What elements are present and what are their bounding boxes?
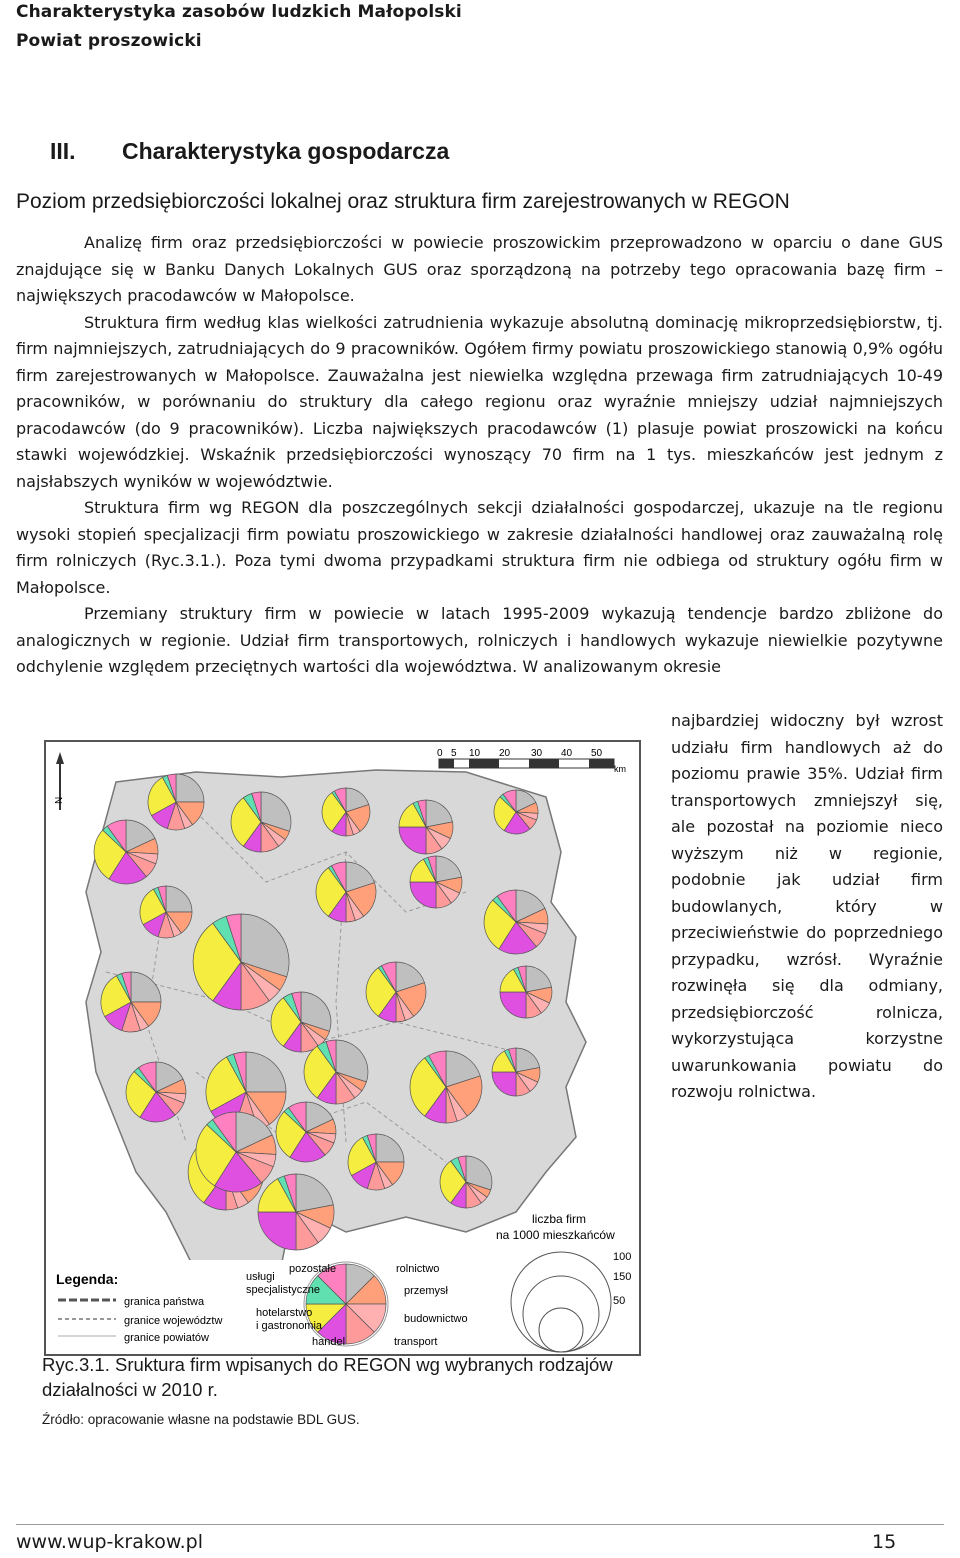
county-pie xyxy=(492,1048,540,1096)
legend-line-voivodeship: granice województw xyxy=(124,1315,223,1327)
county-pie xyxy=(494,790,538,834)
county-pie xyxy=(410,1051,482,1123)
county-pie xyxy=(410,856,462,908)
subsection-title: Poziom przedsiębiorczości lokalnej oraz struktura firm zarejestrowanych w REGON xyxy=(16,190,790,213)
scale-tick-10: 10 xyxy=(469,748,481,759)
county-pie xyxy=(126,1062,186,1122)
county-pie xyxy=(440,1156,492,1208)
size-100: 100 xyxy=(613,1251,632,1263)
county-pie xyxy=(484,890,548,954)
body-text xyxy=(16,230,943,681)
north-arrow-icon xyxy=(54,752,65,810)
header-subtitle: Powiat proszowicki xyxy=(16,31,202,51)
footer-divider xyxy=(16,1524,944,1525)
map-figure xyxy=(44,740,641,1356)
scale-tick-30: 30 xyxy=(531,748,543,759)
county-pie xyxy=(366,962,426,1022)
scale-tick-20: 20 xyxy=(499,748,511,759)
county-pie xyxy=(196,1112,276,1192)
scale-unit: km xyxy=(614,764,626,774)
scale-tick-50: 50 xyxy=(591,748,603,759)
scale-tick-5: 5 xyxy=(451,748,457,759)
paragraph-1: Analizę firm oraz przedsiębiorczości w powiecie proszowickim przeprowadzono w oparciu o dane GUS znajdujące się w Banku Danych Lokalnych GUS oraz sporządzoną na potrzeby tego opracowania bazę firm – największych pracodawców w Małopolsce. xyxy=(16,233,943,305)
county-pie xyxy=(94,820,158,884)
section-title-text: Charakterystyka gospodarcza xyxy=(122,138,450,164)
figure-source: Źródło: opracowanie własne na podstawie BDL GUS. xyxy=(42,1412,360,1427)
county-pie xyxy=(348,1134,404,1190)
paragraph-4: Przemiany struktury firm w powiecie w latach 1995-2009 wykazują tendencje bardzo zbliżone do analogicznych w regionie. Udział firm transportowych, rolniczych i handlowych wykazuje niewielkie pozytywne odchylenie względem przeciętnych wartości dla województwa. W analizowanym okresie xyxy=(16,604,943,676)
north-label: N xyxy=(54,796,65,804)
legend-rolnictwo: rolnictwo xyxy=(396,1263,440,1275)
legend-uslugi-2: specjalistyczne xyxy=(246,1284,320,1296)
county-pie xyxy=(231,792,291,852)
size-150: 150 xyxy=(613,1271,632,1283)
legend-budownictwo: budownictwo xyxy=(404,1313,468,1325)
county-pie xyxy=(148,774,204,830)
size-50: 50 xyxy=(613,1295,626,1307)
section-number: III. xyxy=(50,138,76,164)
legend-title: Legenda: xyxy=(56,1271,119,1287)
legend-transport: transport xyxy=(394,1336,438,1348)
county-pie xyxy=(322,788,370,836)
legend-hotel-2: i gastronomia xyxy=(256,1320,323,1332)
footer-url: www.wup-krakow.pl xyxy=(16,1531,203,1553)
legend-hotel-1: hotelarstwo xyxy=(256,1307,313,1319)
legend-pozostale: pozostałe xyxy=(289,1263,337,1275)
size-title-1: liczba firm xyxy=(532,1212,587,1226)
legend-line-country: granica państwa xyxy=(124,1296,205,1308)
section-title xyxy=(50,138,449,165)
figure-caption: Ryc.3.1. Sruktura firm wpisanych do REGON wg wybranych rodzajów działalności w 2010 r. xyxy=(42,1354,613,1400)
scale-bar xyxy=(437,748,626,774)
county-pie xyxy=(399,800,453,854)
county-pie xyxy=(140,886,192,938)
county-pie xyxy=(276,1102,336,1162)
region-outline xyxy=(86,770,586,1297)
paragraph-3: Struktura firm wg REGON dla poszczególnych sekcji działalności gospodarczej, ukazuje na tle regionu wysoki stopień specjalizacji firm powiatu proszowickiego w zakresie działalności handlowej oraz zauważalną rolę firm rolniczych (Ryc.3.1.). Poza tymi dwoma przypadkami struktura firm nie odbiega od struktury ogółu firm w Małopolsce. xyxy=(16,498,943,597)
legend-przemysl: przemysł xyxy=(404,1285,449,1297)
header-title: Charakterystyka zasobów ludzkich Małopolski xyxy=(16,2,462,22)
scale-tick-40: 40 xyxy=(561,748,573,759)
county-pie xyxy=(101,972,161,1032)
county-pie xyxy=(258,1174,334,1250)
legend-uslugi-1: usługi xyxy=(246,1271,275,1283)
legend-line-county: granice powiatów xyxy=(124,1332,209,1344)
county-pie xyxy=(193,914,289,1010)
scale-tick-0: 0 xyxy=(437,748,443,759)
county-pie xyxy=(316,862,376,922)
paragraph-2: Struktura firm według klas wielkości zatrudnienia wykazuje absolutną dominację mikroprzedsiębiorstw, tj. firm najmniejszych, zatrudniających do 9 pracowników. Ogółem firmy powiatu proszowickiego stanowią 0,9% ogółu firm zarejestrowanych w Małopolsce. Zauważalna jest niewielka względna przewaga firm zatrudniających 10-49 pracowników, w porównaniu do struktury dla całego regionu oraz wyraźnie mniejszy udział najmniejszych pracodawców (do 9 pracowników). Liczba największych pracodawców (1) plasuje powiat proszowicki na końcu stawki wojewódzkiej. Wskaźnik przedsiębiorczości wynoszący 70 firm na 1 tys. mieszkańców jest jednym z najsłabszych wyników w województwie. xyxy=(16,312,943,491)
county-pie xyxy=(500,966,552,1018)
map-legend xyxy=(50,1212,635,1352)
page-number: 15 xyxy=(872,1531,897,1553)
side-text: najbardziej widoczny był wzrost udziału firm handlowych aż do poziomu prawie 35%. Udział firm transportowych zmniejszył się, ale pozostał na poziomie nieco wyższym niż w regionie, podobnie jak udział firm budowlanych, który w przeciwieństwie do poprzedniego przypadku, wzrósł. Wyraźnie rozwinęła się dla odmiany, przedsiębiorczość rolnicza, wykorzystująca korzystne uwarunkowania powiatu do rozwoju rolnictwa. xyxy=(671,711,943,1101)
county-pie xyxy=(304,1040,368,1104)
size-title-2: na 1000 mieszkańców xyxy=(496,1228,615,1242)
legend-handel: handel xyxy=(312,1336,346,1348)
map-svg xyxy=(46,742,639,1354)
